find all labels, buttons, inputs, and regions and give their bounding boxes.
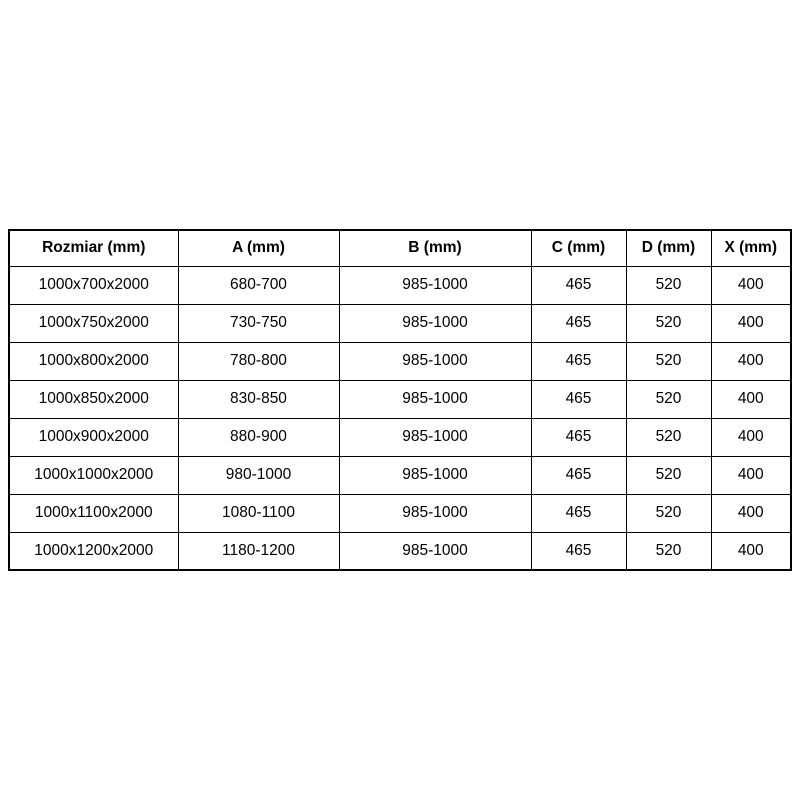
table-cell: 1000x700x2000 (9, 266, 178, 304)
table-cell: 400 (711, 456, 791, 494)
table-cell: 520 (626, 342, 711, 380)
table-row (9, 532, 791, 570)
table-row (9, 342, 791, 380)
table-body (9, 266, 791, 570)
table-cell: 400 (711, 304, 791, 342)
header-cell-3: C (mm) (531, 230, 626, 266)
table-cell: 1180-1200 (178, 532, 339, 570)
table-cell: 400 (711, 266, 791, 304)
table-cell: 465 (531, 418, 626, 456)
table-cell: 985-1000 (339, 456, 531, 494)
table-cell: 465 (531, 494, 626, 532)
table-cell: 1000x1000x2000 (9, 456, 178, 494)
table-cell: 985-1000 (339, 494, 531, 532)
table-cell: 400 (711, 418, 791, 456)
table-row (9, 494, 791, 532)
table-cell: 400 (711, 532, 791, 570)
table-cell: 520 (626, 418, 711, 456)
header-cell-2: B (mm) (339, 230, 531, 266)
table-cell: 520 (626, 494, 711, 532)
table-row (9, 418, 791, 456)
table-cell: 465 (531, 342, 626, 380)
table-cell: 400 (711, 494, 791, 532)
table-cell: 465 (531, 456, 626, 494)
table-cell: 520 (626, 266, 711, 304)
table-cell: 1000x750x2000 (9, 304, 178, 342)
table-cell: 465 (531, 304, 626, 342)
table-head (9, 230, 791, 266)
table-cell: 520 (626, 456, 711, 494)
table-cell: 465 (531, 266, 626, 304)
table-row (9, 380, 791, 418)
table-cell: 880-900 (178, 418, 339, 456)
table-cell: 520 (626, 304, 711, 342)
table-cell: 985-1000 (339, 532, 531, 570)
table-cell: 980-1000 (178, 456, 339, 494)
table-cell: 520 (626, 532, 711, 570)
table-row (9, 456, 791, 494)
table-cell: 780-800 (178, 342, 339, 380)
header-cell-0: Rozmiar (mm) (9, 230, 178, 266)
table-cell: 1000x850x2000 (9, 380, 178, 418)
header-cell-4: D (mm) (626, 230, 711, 266)
table-cell: 465 (531, 532, 626, 570)
header-cell-1: A (mm) (178, 230, 339, 266)
table-cell: 985-1000 (339, 342, 531, 380)
table-cell: 1000x1200x2000 (9, 532, 178, 570)
table-cell: 1000x900x2000 (9, 418, 178, 456)
header-row (9, 230, 791, 266)
table-cell: 985-1000 (339, 418, 531, 456)
table-cell: 520 (626, 380, 711, 418)
table-cell: 730-750 (178, 304, 339, 342)
header-cell-5: X (mm) (711, 230, 791, 266)
table-cell: 680-700 (178, 266, 339, 304)
table-cell: 1000x1100x2000 (9, 494, 178, 532)
table-cell: 465 (531, 380, 626, 418)
table-cell: 1080-1100 (178, 494, 339, 532)
table-cell: 985-1000 (339, 304, 531, 342)
table-cell: 830-850 (178, 380, 339, 418)
table-cell: 985-1000 (339, 266, 531, 304)
table-cell: 985-1000 (339, 380, 531, 418)
table-cell: 1000x800x2000 (9, 342, 178, 380)
table-row (9, 266, 791, 304)
table-cell: 400 (711, 342, 791, 380)
size-spec-table (8, 229, 792, 571)
table-cell: 400 (711, 380, 791, 418)
table-row (9, 304, 791, 342)
